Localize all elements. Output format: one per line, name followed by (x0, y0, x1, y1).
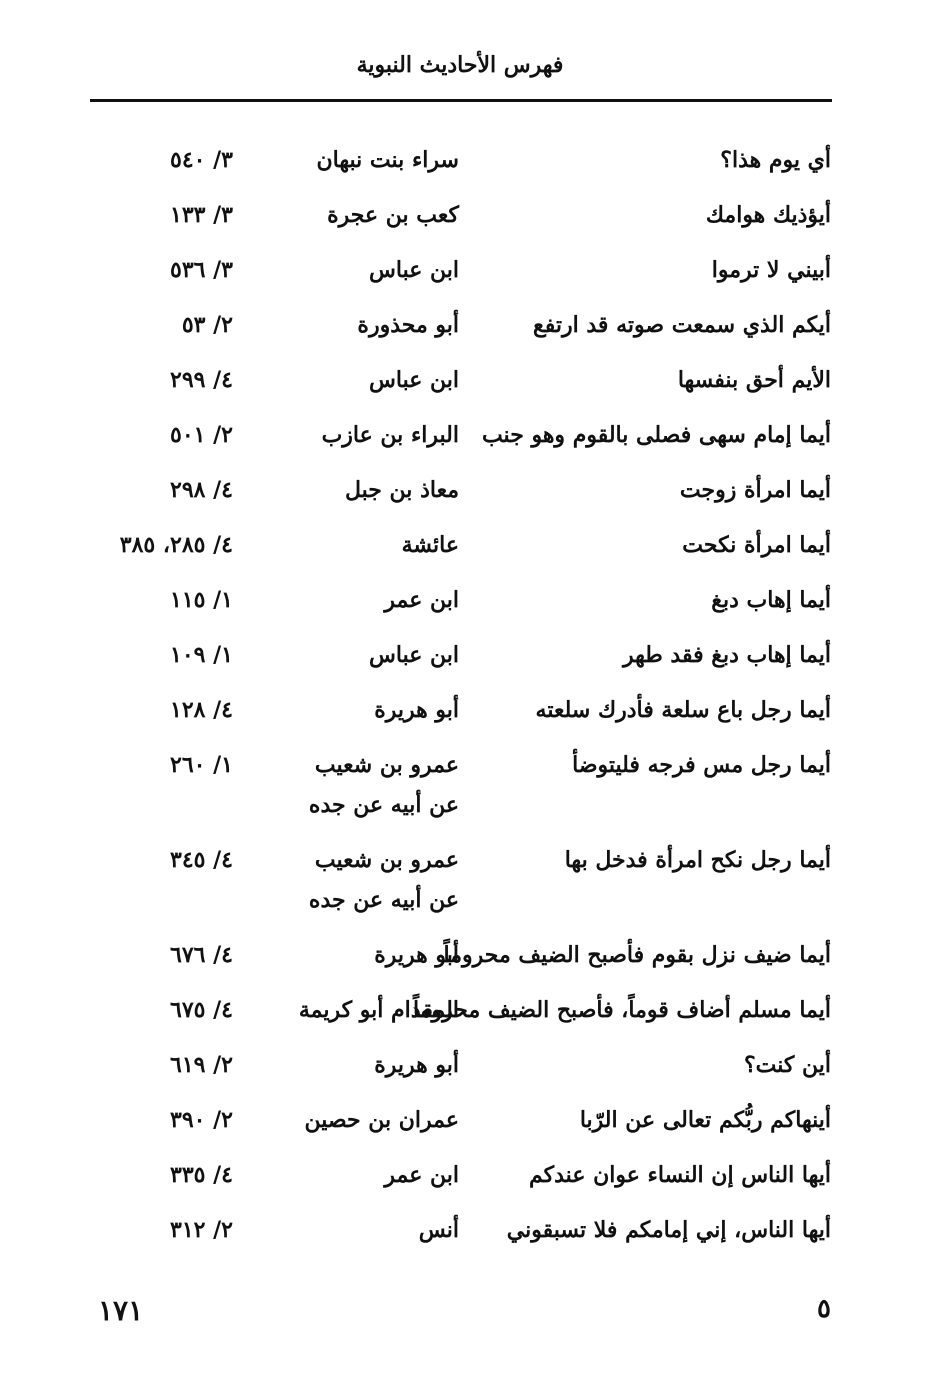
volume-page-reference: ١/ ١١٥ (170, 587, 233, 613)
narrator-name: المقدام أبو كريمة (298, 997, 459, 1023)
narrator-name: أبو هريرة (374, 697, 459, 723)
narrator (384, 1161, 459, 1189)
narrator-name: أنس (418, 1217, 459, 1243)
narrator (309, 846, 459, 914)
hadith-text: أيما مسلم أضاف قوماً، فأصبح الضيف محروماً (413, 997, 831, 1023)
narrator (374, 1051, 459, 1079)
volume-page-reference: ٤/ ٢٩٨ (170, 477, 233, 503)
index-row (0, 132, 949, 187)
hadith-text: أيها الناس إن النساء عوان عندكم (529, 1162, 831, 1188)
hadith-text: أيما رجل باع سلعة فأدرك سلعته (535, 697, 831, 723)
hadith-text: أيما رجل مس فرجه فليتوضأ (572, 752, 831, 778)
narrator-name: عمران بن حصين (304, 1107, 459, 1133)
narrator (374, 941, 459, 969)
narrator-name: عمرو بن شعيب (314, 752, 459, 778)
volume-page-reference: ٤/ ٣٣٥ (170, 1162, 233, 1188)
narrator (299, 996, 459, 1024)
index-row (0, 982, 949, 1037)
volume-page-reference: ٤/ ٢٩٩ (170, 367, 233, 393)
hadith-text: أيما رجل نكح امرأة فدخل بها (564, 847, 831, 873)
narrator-name: البراء بن عازب (321, 422, 459, 448)
volume-page-reference: ٤/ ٣٤٥ (170, 847, 233, 873)
volume-page-reference: ٣/ ٥٣٦ (170, 257, 233, 283)
narrator-chain: عن أبيه عن جده (308, 792, 459, 818)
index-row (0, 352, 949, 407)
index-row (0, 927, 949, 982)
volume-page-reference: ٤/ ١٢٨ (170, 697, 233, 723)
hadith-text: أيما إهاب دبغ فقد طهر (622, 642, 831, 668)
narrator (345, 476, 459, 504)
narrator (369, 641, 459, 669)
volume-page-reference: ٢/ ٣٩٠ (170, 1107, 233, 1133)
narrator (402, 531, 459, 559)
hadith-text: أيما إمام سهى فصلى بالقوم وهو جنب (481, 422, 831, 448)
narrator-name: ابن عمر (384, 587, 459, 613)
header-rule (90, 99, 832, 102)
hadith-index-table (0, 132, 949, 1257)
hadith-text: أينهاكم ربُّكم تعالى عن الرّبا (579, 1107, 831, 1133)
hadith-text: الأيم أحق بنفسها (677, 367, 831, 393)
narrator (369, 366, 459, 394)
index-row (0, 462, 949, 517)
signature-mark: ٥ (817, 1294, 831, 1324)
narrator-name: سراء بنت نبهان (316, 147, 459, 173)
narrator (322, 421, 459, 449)
volume-page-reference: ٤/ ٦٧٦ (170, 942, 233, 968)
narrator-name: عائشة (401, 532, 459, 558)
narrator-name: ابن عباس (369, 367, 459, 393)
narrator (327, 201, 459, 229)
hadith-text: أي يوم هذا؟ (720, 147, 831, 173)
volume-page-reference: ١/ ٢٦٠ (170, 752, 233, 778)
narrator (369, 256, 459, 284)
hadith-text: أبيني لا ترموا (711, 257, 831, 283)
hadith-text: أيما ضيف نزل بقوم فأصبح الضيف محروماً (443, 942, 831, 968)
narrator-chain: عن أبيه عن جده (308, 887, 459, 913)
volume-page-reference: ١/ ١٠٩ (170, 642, 233, 668)
narrator-name: عمرو بن شعيب (314, 847, 459, 873)
narrator (309, 751, 459, 819)
narrator (374, 696, 459, 724)
index-row (0, 187, 949, 242)
volume-page-reference: ٢/ ٦١٩ (170, 1052, 233, 1078)
narrator-name: أبو هريرة (374, 942, 459, 968)
hadith-text: أيكم الذي سمعت صوته قد ارتفع (533, 312, 831, 338)
index-row (0, 832, 949, 927)
index-row (0, 1202, 949, 1257)
index-row (0, 572, 949, 627)
hadith-text: أيها الناس، إني إمامكم فلا تسبقوني (506, 1217, 831, 1243)
narrator (384, 586, 459, 614)
volume-page-reference: ٣/ ٥٤٠ (170, 147, 233, 173)
narrator-name: معاذ بن جبل (345, 477, 459, 503)
narrator-name: ابن عباس (369, 257, 459, 283)
index-row (0, 682, 949, 737)
narrator (317, 146, 459, 174)
hadith-text: أيؤذيك هوامك (705, 202, 831, 228)
volume-page-reference: ٤/ ٦٧٥ (170, 997, 233, 1023)
narrator (304, 1106, 459, 1134)
volume-page-reference: ٣/ ١٣٣ (170, 202, 233, 228)
narrator-name: ابن عمر (384, 1162, 459, 1188)
narrator-name: ابن عباس (369, 642, 459, 668)
index-row (0, 242, 949, 297)
index-row (0, 297, 949, 352)
page-header-title: فهرس الأحاديث النبوية (356, 52, 564, 78)
narrator-name: أبو محذورة (357, 312, 459, 338)
hadith-text: أيما إهاب دبغ (711, 587, 831, 613)
narrator-name: كعب بن عجرة (327, 202, 459, 228)
index-row (0, 407, 949, 462)
index-row (0, 1147, 949, 1202)
narrator (419, 1216, 459, 1244)
index-row (0, 1092, 949, 1147)
narrator-name: أبو هريرة (374, 1052, 459, 1078)
volume-page-reference: ٤/ ٢٨٥، ٣٨٥ (119, 532, 233, 558)
index-row (0, 737, 949, 832)
hadith-text: أيما امرأة زوجت (679, 477, 831, 503)
volume-page-reference: ٢/ ٥٠١ (170, 422, 233, 448)
index-row (0, 627, 949, 682)
volume-page-reference: ٢/ ٣١٢ (170, 1217, 233, 1243)
narrator (357, 311, 459, 339)
index-row (0, 1037, 949, 1092)
hadith-text: أيما امرأة نكحت (682, 532, 831, 558)
hadith-text: أين كنت؟ (743, 1052, 831, 1078)
index-row (0, 517, 949, 572)
page-number: ١٧١ (98, 1294, 144, 1327)
volume-page-reference: ٢/ ٥٣ (181, 312, 233, 338)
